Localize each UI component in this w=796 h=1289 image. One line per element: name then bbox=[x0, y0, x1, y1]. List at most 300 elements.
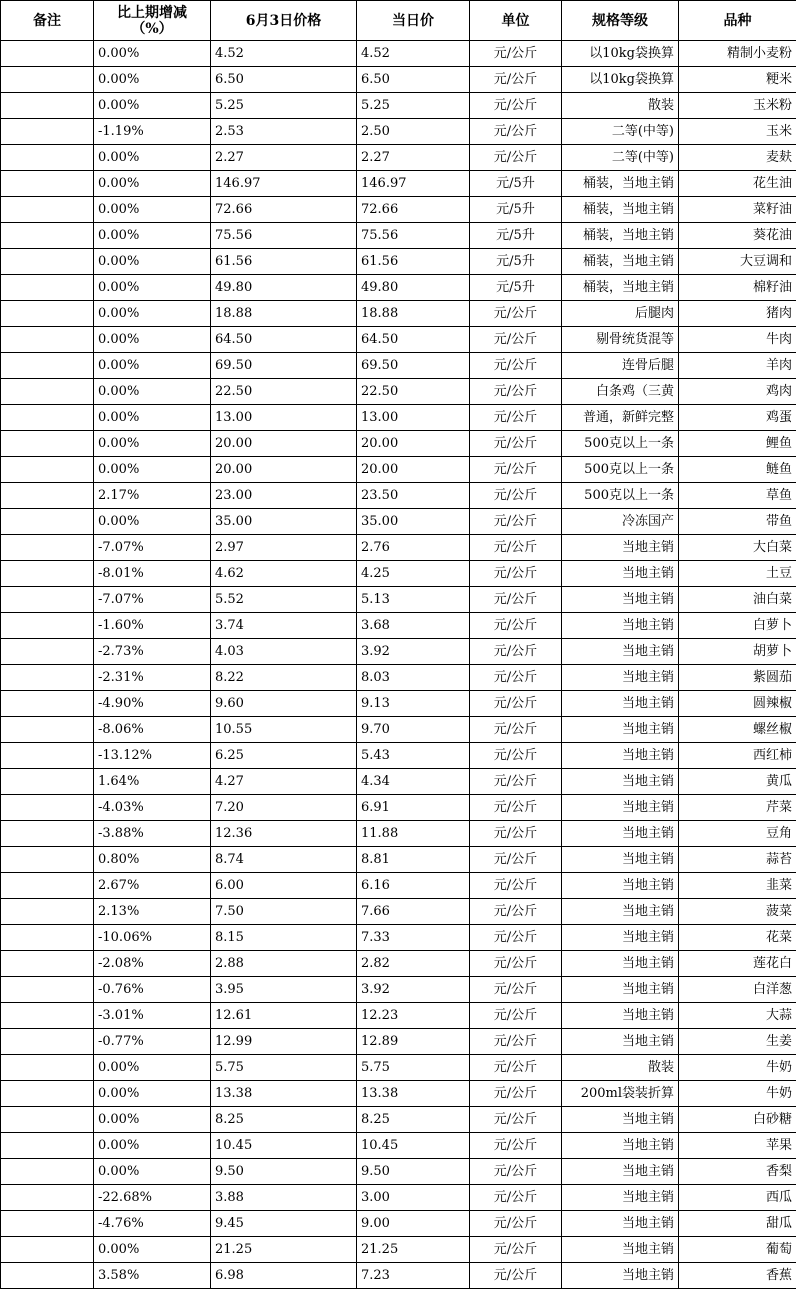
table-row bbox=[1, 977, 796, 1003]
table-row bbox=[1, 41, 796, 67]
cell-prev-price: 8.22 bbox=[211, 665, 357, 691]
cell-item: 苹果 bbox=[679, 1133, 796, 1159]
table-row bbox=[1, 665, 796, 691]
cell-today-price: 20.00 bbox=[357, 457, 470, 483]
cell-unit: 元/公斤 bbox=[470, 925, 562, 951]
cell-unit: 元/公斤 bbox=[470, 379, 562, 405]
cell-remark bbox=[1, 67, 94, 93]
cell-prev-price: 2.27 bbox=[211, 145, 357, 171]
cell-spec: 200ml袋装折算 bbox=[562, 1081, 679, 1107]
cell-spec: 桶装，当地主销 bbox=[562, 171, 679, 197]
cell-prev-price: 6.00 bbox=[211, 873, 357, 899]
cell-spec: 当地主销 bbox=[562, 587, 679, 613]
table-row bbox=[1, 431, 796, 457]
cell-spec: 当地主销 bbox=[562, 899, 679, 925]
cell-remark bbox=[1, 561, 94, 587]
cell-remark bbox=[1, 1237, 94, 1263]
cell-remark bbox=[1, 1003, 94, 1029]
cell-prev-price: 7.20 bbox=[211, 795, 357, 821]
cell-prev-price: 69.50 bbox=[211, 353, 357, 379]
cell-remark bbox=[1, 483, 94, 509]
table-row bbox=[1, 951, 796, 977]
cell-remark bbox=[1, 743, 94, 769]
cell-spec: 以10kg袋换算 bbox=[562, 67, 679, 93]
cell-spec: 冷冻国产 bbox=[562, 509, 679, 535]
cell-unit: 元/5升 bbox=[470, 249, 562, 275]
cell-today-price: 6.91 bbox=[357, 795, 470, 821]
cell-unit: 元/公斤 bbox=[470, 743, 562, 769]
cell-prev-price: 5.52 bbox=[211, 587, 357, 613]
cell-today-price: 7.33 bbox=[357, 925, 470, 951]
cell-today-price: 49.80 bbox=[357, 275, 470, 301]
table-row bbox=[1, 1185, 796, 1211]
table-row bbox=[1, 353, 796, 379]
cell-today-price: 4.52 bbox=[357, 41, 470, 67]
cell-today-price: 12.89 bbox=[357, 1029, 470, 1055]
table-row bbox=[1, 1029, 796, 1055]
table-row bbox=[1, 847, 796, 873]
cell-spec: 500克以上一条 bbox=[562, 431, 679, 457]
cell-item: 豆角 bbox=[679, 821, 796, 847]
cell-change: 0.00% bbox=[94, 379, 211, 405]
cell-today-price: 4.34 bbox=[357, 769, 470, 795]
cell-remark bbox=[1, 1081, 94, 1107]
cell-today-price: 35.00 bbox=[357, 509, 470, 535]
cell-prev-price: 4.03 bbox=[211, 639, 357, 665]
cell-unit: 元/公斤 bbox=[470, 899, 562, 925]
cell-item: 莲花白 bbox=[679, 951, 796, 977]
cell-change: 0.00% bbox=[94, 249, 211, 275]
cell-prev-price: 8.25 bbox=[211, 1107, 357, 1133]
cell-unit: 元/公斤 bbox=[470, 67, 562, 93]
cell-remark bbox=[1, 925, 94, 951]
cell-spec: 当地主销 bbox=[562, 639, 679, 665]
cell-change: 0.00% bbox=[94, 223, 211, 249]
cell-unit: 元/公斤 bbox=[470, 1159, 562, 1185]
cell-today-price: 3.00 bbox=[357, 1185, 470, 1211]
cell-spec: 桶装，当地主销 bbox=[562, 275, 679, 301]
cell-change: 0.00% bbox=[94, 327, 211, 353]
cell-item: 葵花油 bbox=[679, 223, 796, 249]
cell-change: 0.00% bbox=[94, 67, 211, 93]
cell-change: 0.00% bbox=[94, 275, 211, 301]
cell-prev-price: 75.56 bbox=[211, 223, 357, 249]
cell-unit: 元/公斤 bbox=[470, 639, 562, 665]
cell-prev-price: 4.62 bbox=[211, 561, 357, 587]
cell-spec: 剔骨统货混等 bbox=[562, 327, 679, 353]
cell-prev-price: 9.50 bbox=[211, 1159, 357, 1185]
cell-spec: 当地主销 bbox=[562, 821, 679, 847]
cell-change: -4.03% bbox=[94, 795, 211, 821]
cell-spec: 桶装，当地主销 bbox=[562, 197, 679, 223]
cell-unit: 元/公斤 bbox=[470, 41, 562, 67]
cell-unit: 元/公斤 bbox=[470, 119, 562, 145]
cell-change: 0.00% bbox=[94, 145, 211, 171]
cell-item: 紫圆茄 bbox=[679, 665, 796, 691]
cell-item: 牛奶 bbox=[679, 1081, 796, 1107]
cell-prev-price: 4.27 bbox=[211, 769, 357, 795]
cell-prev-price: 10.55 bbox=[211, 717, 357, 743]
cell-unit: 元/公斤 bbox=[470, 691, 562, 717]
cell-change: -0.77% bbox=[94, 1029, 211, 1055]
cell-today-price: 12.23 bbox=[357, 1003, 470, 1029]
cell-unit: 元/公斤 bbox=[470, 821, 562, 847]
cell-item: 大白菜 bbox=[679, 535, 796, 561]
cell-unit: 元/公斤 bbox=[470, 457, 562, 483]
cell-unit: 元/公斤 bbox=[470, 301, 562, 327]
cell-change: -0.76% bbox=[94, 977, 211, 1003]
cell-spec: 当地主销 bbox=[562, 1211, 679, 1237]
cell-spec: 当地主销 bbox=[562, 1263, 679, 1289]
cell-today-price: 2.27 bbox=[357, 145, 470, 171]
cell-unit: 元/公斤 bbox=[470, 509, 562, 535]
cell-change: 0.00% bbox=[94, 41, 211, 67]
cell-spec: 当地主销 bbox=[562, 613, 679, 639]
cell-unit: 元/5升 bbox=[470, 223, 562, 249]
table-row bbox=[1, 145, 796, 171]
cell-unit: 元/公斤 bbox=[470, 847, 562, 873]
cell-today-price: 10.45 bbox=[357, 1133, 470, 1159]
cell-remark bbox=[1, 223, 94, 249]
cell-unit: 元/公斤 bbox=[470, 405, 562, 431]
cell-today-price: 69.50 bbox=[357, 353, 470, 379]
cell-item: 鸡肉 bbox=[679, 379, 796, 405]
cell-remark bbox=[1, 1055, 94, 1081]
cell-remark bbox=[1, 93, 94, 119]
table-row bbox=[1, 769, 796, 795]
cell-item: 花菜 bbox=[679, 925, 796, 951]
cell-today-price: 8.03 bbox=[357, 665, 470, 691]
table-row bbox=[1, 483, 796, 509]
cell-prev-price: 6.50 bbox=[211, 67, 357, 93]
cell-remark bbox=[1, 691, 94, 717]
cell-today-price: 61.56 bbox=[357, 249, 470, 275]
cell-remark bbox=[1, 1029, 94, 1055]
cell-remark bbox=[1, 457, 94, 483]
table-row bbox=[1, 899, 796, 925]
cell-spec: 当地主销 bbox=[562, 561, 679, 587]
cell-prev-price: 10.45 bbox=[211, 1133, 357, 1159]
cell-today-price: 11.88 bbox=[357, 821, 470, 847]
table-header-row bbox=[1, 1, 796, 41]
cell-prev-price: 3.74 bbox=[211, 613, 357, 639]
cell-item: 西瓜 bbox=[679, 1185, 796, 1211]
cell-item: 鸡蛋 bbox=[679, 405, 796, 431]
cell-item: 甜瓜 bbox=[679, 1211, 796, 1237]
cell-change: 0.00% bbox=[94, 171, 211, 197]
cell-remark bbox=[1, 795, 94, 821]
cell-unit: 元/公斤 bbox=[470, 1081, 562, 1107]
cell-unit: 元/公斤 bbox=[470, 561, 562, 587]
cell-prev-price: 6.25 bbox=[211, 743, 357, 769]
cell-prev-price: 20.00 bbox=[211, 431, 357, 457]
cell-today-price: 4.25 bbox=[357, 561, 470, 587]
cell-unit: 元/公斤 bbox=[470, 665, 562, 691]
table-row bbox=[1, 119, 796, 145]
cell-remark bbox=[1, 509, 94, 535]
cell-prev-price: 18.88 bbox=[211, 301, 357, 327]
cell-remark bbox=[1, 1107, 94, 1133]
cell-item: 花生油 bbox=[679, 171, 796, 197]
cell-prev-price: 22.50 bbox=[211, 379, 357, 405]
cell-spec: 普通，新鲜完整 bbox=[562, 405, 679, 431]
table-row bbox=[1, 1003, 796, 1029]
cell-today-price: 9.13 bbox=[357, 691, 470, 717]
cell-item: 大豆调和 bbox=[679, 249, 796, 275]
cell-change: -8.06% bbox=[94, 717, 211, 743]
table-row bbox=[1, 509, 796, 535]
cell-spec: 当地主销 bbox=[562, 691, 679, 717]
cell-remark bbox=[1, 197, 94, 223]
cell-remark bbox=[1, 41, 94, 67]
cell-unit: 元/公斤 bbox=[470, 587, 562, 613]
cell-spec: 二等(中等) bbox=[562, 145, 679, 171]
cell-today-price: 5.75 bbox=[357, 1055, 470, 1081]
cell-today-price: 6.16 bbox=[357, 873, 470, 899]
cell-item: 葡萄 bbox=[679, 1237, 796, 1263]
cell-today-price: 5.13 bbox=[357, 587, 470, 613]
table-row bbox=[1, 1263, 796, 1289]
cell-item: 羊肉 bbox=[679, 353, 796, 379]
table-row bbox=[1, 795, 796, 821]
cell-remark bbox=[1, 951, 94, 977]
cell-change: -7.07% bbox=[94, 587, 211, 613]
table-row bbox=[1, 197, 796, 223]
cell-spec: 以10kg袋换算 bbox=[562, 41, 679, 67]
cell-spec: 桶装，当地主销 bbox=[562, 223, 679, 249]
table-row bbox=[1, 1133, 796, 1159]
table-row bbox=[1, 1055, 796, 1081]
table-row bbox=[1, 821, 796, 847]
table-body bbox=[1, 41, 796, 1289]
cell-remark bbox=[1, 899, 94, 925]
cell-unit: 元/公斤 bbox=[470, 1055, 562, 1081]
cell-spec: 当地主销 bbox=[562, 717, 679, 743]
header-item: 品种 bbox=[679, 1, 796, 41]
cell-remark bbox=[1, 275, 94, 301]
table-row bbox=[1, 717, 796, 743]
cell-change: 0.00% bbox=[94, 1055, 211, 1081]
cell-change: 3.58% bbox=[94, 1263, 211, 1289]
cell-prev-price: 35.00 bbox=[211, 509, 357, 535]
header-remark: 备注 bbox=[1, 1, 94, 41]
table-row bbox=[1, 639, 796, 665]
cell-remark bbox=[1, 379, 94, 405]
cell-remark bbox=[1, 665, 94, 691]
cell-item: 鲤鱼 bbox=[679, 431, 796, 457]
cell-today-price: 23.50 bbox=[357, 483, 470, 509]
cell-change: -1.60% bbox=[94, 613, 211, 639]
cell-item: 韭菜 bbox=[679, 873, 796, 899]
table-row bbox=[1, 561, 796, 587]
cell-unit: 元/公斤 bbox=[470, 327, 562, 353]
cell-spec: 后腿肉 bbox=[562, 301, 679, 327]
cell-prev-price: 12.36 bbox=[211, 821, 357, 847]
cell-today-price: 20.00 bbox=[357, 431, 470, 457]
header-unit: 单位 bbox=[470, 1, 562, 41]
cell-remark bbox=[1, 1185, 94, 1211]
header-change-label: 比上期增减 bbox=[117, 4, 187, 21]
cell-remark bbox=[1, 977, 94, 1003]
cell-remark bbox=[1, 847, 94, 873]
table-row bbox=[1, 1159, 796, 1185]
cell-spec: 当地主销 bbox=[562, 1159, 679, 1185]
cell-change: 0.00% bbox=[94, 457, 211, 483]
cell-unit: 元/公斤 bbox=[470, 795, 562, 821]
cell-remark bbox=[1, 431, 94, 457]
cell-remark bbox=[1, 1133, 94, 1159]
cell-prev-price: 72.66 bbox=[211, 197, 357, 223]
cell-change: 0.00% bbox=[94, 1107, 211, 1133]
table-row bbox=[1, 1107, 796, 1133]
cell-change: -2.08% bbox=[94, 951, 211, 977]
cell-remark bbox=[1, 405, 94, 431]
cell-today-price: 13.38 bbox=[357, 1081, 470, 1107]
cell-change: -2.73% bbox=[94, 639, 211, 665]
cell-item: 西红柿 bbox=[679, 743, 796, 769]
cell-spec: 当地主销 bbox=[562, 1133, 679, 1159]
table-row bbox=[1, 613, 796, 639]
cell-today-price: 5.43 bbox=[357, 743, 470, 769]
cell-item: 土豆 bbox=[679, 561, 796, 587]
cell-change: 0.00% bbox=[94, 93, 211, 119]
cell-change: 2.13% bbox=[94, 899, 211, 925]
cell-spec: 白条鸡（三黄 bbox=[562, 379, 679, 405]
cell-remark bbox=[1, 249, 94, 275]
cell-today-price: 3.92 bbox=[357, 639, 470, 665]
cell-item: 玉米粉 bbox=[679, 93, 796, 119]
table-row bbox=[1, 587, 796, 613]
cell-spec: 连骨后腿 bbox=[562, 353, 679, 379]
cell-today-price: 8.25 bbox=[357, 1107, 470, 1133]
cell-change: -7.07% bbox=[94, 535, 211, 561]
table-row bbox=[1, 171, 796, 197]
cell-change: 0.00% bbox=[94, 1133, 211, 1159]
cell-remark bbox=[1, 613, 94, 639]
cell-item: 猪肉 bbox=[679, 301, 796, 327]
cell-spec: 当地主销 bbox=[562, 977, 679, 1003]
cell-unit: 元/公斤 bbox=[470, 951, 562, 977]
cell-item: 草鱼 bbox=[679, 483, 796, 509]
cell-prev-price: 2.88 bbox=[211, 951, 357, 977]
cell-spec: 当地主销 bbox=[562, 847, 679, 873]
cell-change: -2.31% bbox=[94, 665, 211, 691]
cell-today-price: 9.70 bbox=[357, 717, 470, 743]
cell-today-price: 7.66 bbox=[357, 899, 470, 925]
cell-spec: 当地主销 bbox=[562, 665, 679, 691]
cell-change: 0.00% bbox=[94, 1081, 211, 1107]
cell-prev-price: 8.15 bbox=[211, 925, 357, 951]
table-row bbox=[1, 535, 796, 561]
cell-unit: 元/公斤 bbox=[470, 769, 562, 795]
cell-remark bbox=[1, 873, 94, 899]
cell-prev-price: 3.95 bbox=[211, 977, 357, 1003]
cell-spec: 当地主销 bbox=[562, 1107, 679, 1133]
cell-item: 胡萝卜 bbox=[679, 639, 796, 665]
table-row bbox=[1, 405, 796, 431]
cell-item: 圆辣椒 bbox=[679, 691, 796, 717]
cell-remark bbox=[1, 587, 94, 613]
cell-item: 鲢鱼 bbox=[679, 457, 796, 483]
cell-spec: 当地主销 bbox=[562, 873, 679, 899]
cell-today-price: 72.66 bbox=[357, 197, 470, 223]
cell-change: -4.76% bbox=[94, 1211, 211, 1237]
cell-today-price: 21.25 bbox=[357, 1237, 470, 1263]
cell-change: 0.00% bbox=[94, 431, 211, 457]
cell-change: 1.64% bbox=[94, 769, 211, 795]
cell-prev-price: 8.74 bbox=[211, 847, 357, 873]
cell-spec: 当地主销 bbox=[562, 743, 679, 769]
table-row bbox=[1, 93, 796, 119]
cell-spec: 散装 bbox=[562, 1055, 679, 1081]
cell-item: 牛肉 bbox=[679, 327, 796, 353]
cell-unit: 元/公斤 bbox=[470, 93, 562, 119]
cell-prev-price: 7.50 bbox=[211, 899, 357, 925]
cell-item: 粳米 bbox=[679, 67, 796, 93]
header-today-price: 当日价 bbox=[357, 1, 470, 41]
cell-spec: 散装 bbox=[562, 93, 679, 119]
cell-item: 牛奶 bbox=[679, 1055, 796, 1081]
cell-remark bbox=[1, 1211, 94, 1237]
table-row bbox=[1, 691, 796, 717]
cell-unit: 元/公斤 bbox=[470, 977, 562, 1003]
cell-item: 菜籽油 bbox=[679, 197, 796, 223]
cell-today-price: 2.50 bbox=[357, 119, 470, 145]
cell-today-price: 18.88 bbox=[357, 301, 470, 327]
cell-prev-price: 23.00 bbox=[211, 483, 357, 509]
cell-today-price: 146.97 bbox=[357, 171, 470, 197]
cell-prev-price: 13.38 bbox=[211, 1081, 357, 1107]
cell-change: -8.01% bbox=[94, 561, 211, 587]
cell-unit: 元/公斤 bbox=[470, 1185, 562, 1211]
cell-change: 0.00% bbox=[94, 353, 211, 379]
cell-unit: 元/公斤 bbox=[470, 353, 562, 379]
cell-today-price: 6.50 bbox=[357, 67, 470, 93]
header-change-unit: （%） bbox=[131, 20, 173, 37]
header-spec: 规格等级 bbox=[562, 1, 679, 41]
cell-unit: 元/公斤 bbox=[470, 1263, 562, 1289]
table-row bbox=[1, 873, 796, 899]
cell-change: -3.01% bbox=[94, 1003, 211, 1029]
cell-item: 螺丝椒 bbox=[679, 717, 796, 743]
table-row bbox=[1, 379, 796, 405]
cell-spec: 当地主销 bbox=[562, 951, 679, 977]
cell-remark bbox=[1, 327, 94, 353]
cell-remark bbox=[1, 769, 94, 795]
cell-unit: 元/公斤 bbox=[470, 1211, 562, 1237]
cell-unit: 元/公斤 bbox=[470, 717, 562, 743]
cell-item: 白萝卜 bbox=[679, 613, 796, 639]
cell-change: 0.00% bbox=[94, 405, 211, 431]
cell-item: 生姜 bbox=[679, 1029, 796, 1055]
cell-item: 玉米 bbox=[679, 119, 796, 145]
cell-prev-price: 61.56 bbox=[211, 249, 357, 275]
table-row bbox=[1, 1211, 796, 1237]
cell-item: 白砂糖 bbox=[679, 1107, 796, 1133]
header-prev-price: 6月3日价格 bbox=[211, 1, 357, 41]
cell-remark bbox=[1, 821, 94, 847]
cell-remark bbox=[1, 535, 94, 561]
cell-remark bbox=[1, 145, 94, 171]
cell-change: 0.00% bbox=[94, 509, 211, 535]
table-row bbox=[1, 925, 796, 951]
cell-change: 2.17% bbox=[94, 483, 211, 509]
cell-spec: 当地主销 bbox=[562, 1003, 679, 1029]
cell-remark bbox=[1, 1263, 94, 1289]
table-row bbox=[1, 1081, 796, 1107]
cell-change: 0.80% bbox=[94, 847, 211, 873]
cell-change: -1.19% bbox=[94, 119, 211, 145]
